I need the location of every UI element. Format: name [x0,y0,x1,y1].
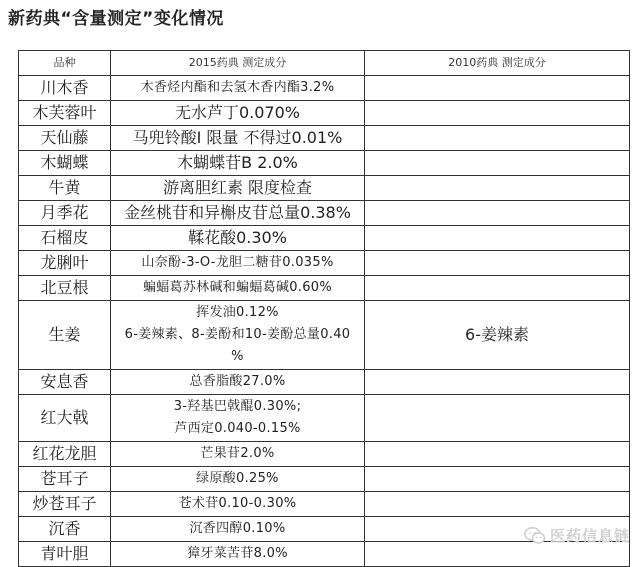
content-2015-line: 木蝴蝶苷B 2.0% [177,153,298,172]
watermark-text: 医药信息链 [549,527,630,545]
content-2015-cell [111,126,365,151]
content-2015-line: 芒果苷2.0% [200,446,275,461]
content-2015-line: 3-羟基巴戟醌0.30%; [173,399,302,414]
content-2015-cell [111,517,365,542]
table-row [19,276,630,301]
table-row [19,126,630,151]
content-2010-cell [365,101,630,126]
content-2015-cell [111,251,365,276]
variety-cell: 苍耳子 [19,467,111,492]
variety-cell: 红花龙胆 [19,442,111,467]
variety-cell: 生姜 [19,301,111,370]
content-2010-cell [365,442,630,467]
variety-cell: 青叶胆 [19,542,111,567]
content-2010-cell [365,395,630,442]
content-2015-cell [111,467,365,492]
content-2015-line: 沉香四醇0.10% [189,521,286,536]
table-row [19,467,630,492]
content-2010-cell [365,301,630,370]
content-2010-cell [365,126,630,151]
content-2015-line: 6-姜辣素、8-姜酚和10-姜酚总量0.40 [124,327,351,342]
table-row [19,151,630,176]
content-2015-cell [111,492,365,517]
table-row [19,251,630,276]
content-2015-line: 木香烃内酯和去氢木香内酯3.2% [140,80,335,95]
content-2010-cell [365,76,630,101]
header-variety: 品种 [19,51,111,76]
content-2010-cell [365,251,630,276]
content-2010-cell [365,492,630,517]
table-row [19,176,630,201]
variety-cell: 炒苍耳子 [19,492,111,517]
table-row [19,201,630,226]
content-2015-cell [111,151,365,176]
variety-cell: 红大戟 [19,395,111,442]
content-2015-cell [111,395,365,442]
table-row [19,370,630,395]
content-2015-line: 金丝桃苷和异槲皮苷总量0.38% [124,203,351,222]
variety-cell: 石榴皮 [19,226,111,251]
content-2015-line: 无水芦丁0.070% [174,103,300,122]
content-change-table [18,50,630,567]
variety-cell: 北豆根 [19,276,111,301]
table-header-row [19,51,630,76]
table-row [19,226,630,251]
header-2010: 2010药典 测定成分 [365,51,630,76]
content-2010-cell [365,276,630,301]
content-2010-cell [365,370,630,395]
variety-cell: 木蝴蝶 [19,151,111,176]
content-2015-cell [111,542,365,567]
page-title: 新药典“含量测定”变化情况 [8,9,224,29]
content-2015-cell [111,176,365,201]
content-2015-line: 马兜铃酸Ⅰ 限量 不得过0.01% [132,128,343,147]
content-2015-line: 苍术苷0.10-0.30% [178,496,297,511]
table-row [19,301,630,370]
variety-cell: 牛黄 [19,176,111,201]
table-row [19,101,630,126]
content-2015-cell [111,201,365,226]
content-2015-line: % [231,349,244,364]
table-row [19,492,630,517]
content-2010-cell [365,226,630,251]
content-2015-cell [111,226,365,251]
content-2015-line: 獐牙菜苦苷8.0% [187,546,288,561]
content-2015-cell [111,76,365,101]
table-row [19,442,630,467]
content-2010-cell [365,151,630,176]
content-2015-cell [111,301,365,370]
variety-cell: 天仙藤 [19,126,111,151]
content-2015-line: 鞣花酸0.30% [188,228,287,247]
content-2010-cell [365,176,630,201]
variety-cell: 安息香 [19,370,111,395]
content-2015-cell [111,276,365,301]
content-2015-cell [111,370,365,395]
content-2015-line: 挥发油0.12% [196,305,279,320]
content-2015-line: 山奈酚-3-O-龙胆二糖苷0.035% [141,255,334,270]
variety-cell: 月季花 [19,201,111,226]
content-2010-line: 6-姜辣素 [465,325,529,344]
content-2010-cell [365,201,630,226]
content-2015-line: 游离胆红素 限度检查 [162,178,313,197]
content-2015-line: 绿原酸0.25% [196,471,279,486]
table-row [19,76,630,101]
variety-cell: 龙脷叶 [19,251,111,276]
content-2015-line: 蝙蝠葛苏林碱和蝙蝠葛碱0.60% [142,280,333,295]
variety-cell: 沉香 [19,517,111,542]
content-2015-cell [111,442,365,467]
wechat-icon [524,526,546,546]
variety-cell: 木芙蓉叶 [19,101,111,126]
variety-cell: 川木香 [19,76,111,101]
content-2015-cell [111,101,365,126]
content-2015-line: 芦西定0.040-0.15% [174,421,301,436]
table-row [19,395,630,442]
watermark [524,525,630,546]
header-2015: 2015药典 测定成分 [111,51,365,76]
content-2015-line: 总香脂酸27.0% [189,374,286,389]
content-2010-cell [365,467,630,492]
